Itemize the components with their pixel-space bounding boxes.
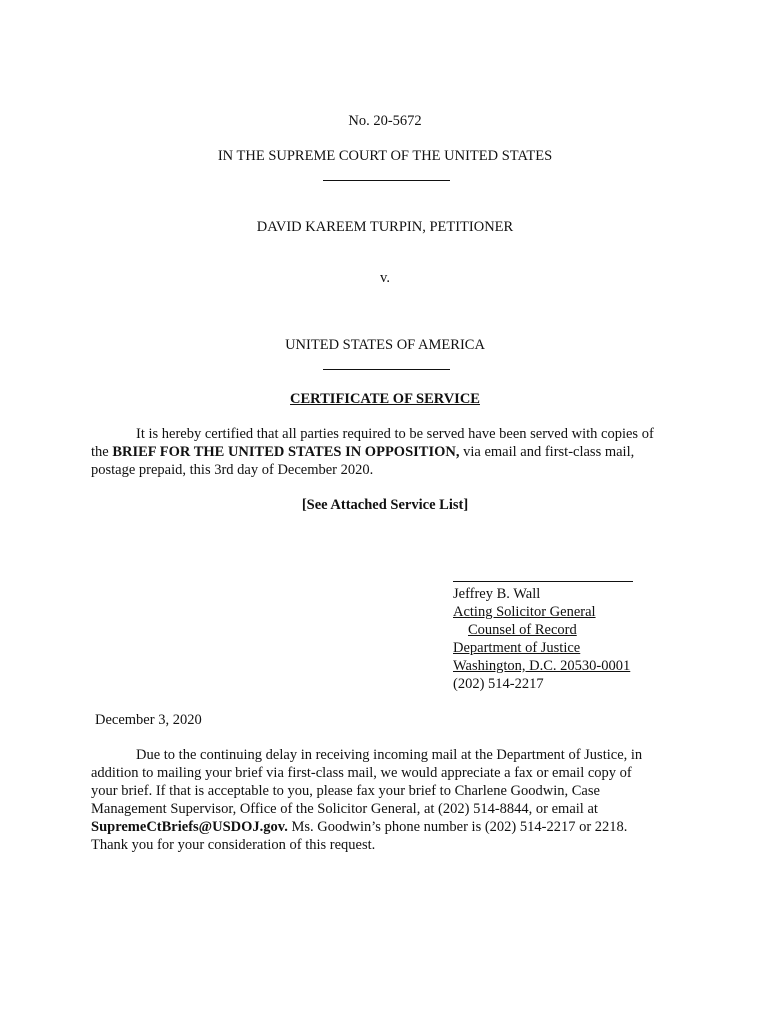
notice-line: your brief. If that is acceptable to you, please fax your brief to Charlene Goodwin, Case	[91, 783, 600, 799]
signer-department: Department of Justice	[453, 640, 581, 656]
certificate-title: CERTIFICATE OF SERVICE	[290, 391, 480, 407]
notice-line: Thank you for your consideration of this request.	[91, 837, 376, 853]
notice-line: addition to mailing your brief via first-class mail, we would appreciate a fax or email copy of	[91, 765, 632, 781]
divider-rule	[323, 369, 450, 370]
notice-body	[91, 746, 691, 854]
brief-title: BRIEF FOR THE UNITED STATES IN OPPOSITION,	[112, 444, 460, 460]
notice-line: Management Supervisor, Office of the Solicitor General, at (202) 514-8844, or email at	[91, 801, 598, 817]
docket-number: No. 20-5672	[348, 113, 422, 129]
respondent-name: UNITED STATES OF AMERICA	[285, 337, 485, 353]
certificate-line: the BRIEF FOR THE UNITED STATES IN OPPOSITION, via email and first-class mail,	[91, 444, 635, 460]
certificate-line: postage prepaid, this 3rd day of December 2020.	[91, 462, 374, 478]
divider-rule	[323, 180, 450, 181]
signature-block	[453, 585, 713, 693]
signature-line	[453, 581, 633, 582]
certificate-body	[91, 425, 691, 479]
service-list-note: [See Attached Service List]	[301, 497, 469, 513]
petitioner-name: DAVID KAREEM TURPIN, PETITIONER	[256, 219, 514, 235]
document-date: December 3, 2020	[95, 712, 202, 728]
versus-label: v.	[380, 270, 390, 286]
notice-line: SupremeCtBriefs@USDOJ.gov. Ms. Goodwin’s phone number is (202) 514-2217 or 2218.	[91, 819, 628, 835]
court-name: IN THE SUPREME COURT OF THE UNITED STATES	[217, 148, 553, 164]
email-address: SupremeCtBriefs@USDOJ.gov.	[91, 819, 288, 835]
notice-line: Due to the continuing delay in receiving incoming mail at the Department of Justice, in	[136, 747, 643, 763]
signer-title: Acting Solicitor General	[453, 604, 596, 620]
certificate-line: It is hereby certified that all parties required to be served have been served with copies of	[136, 426, 654, 442]
signer-phone: (202) 514-2217	[453, 676, 544, 692]
signer-address: Washington, D.C. 20530-0001	[453, 658, 631, 674]
signer-name: Jeffrey B. Wall	[453, 586, 541, 602]
signer-role: Counsel of Record	[468, 622, 577, 638]
